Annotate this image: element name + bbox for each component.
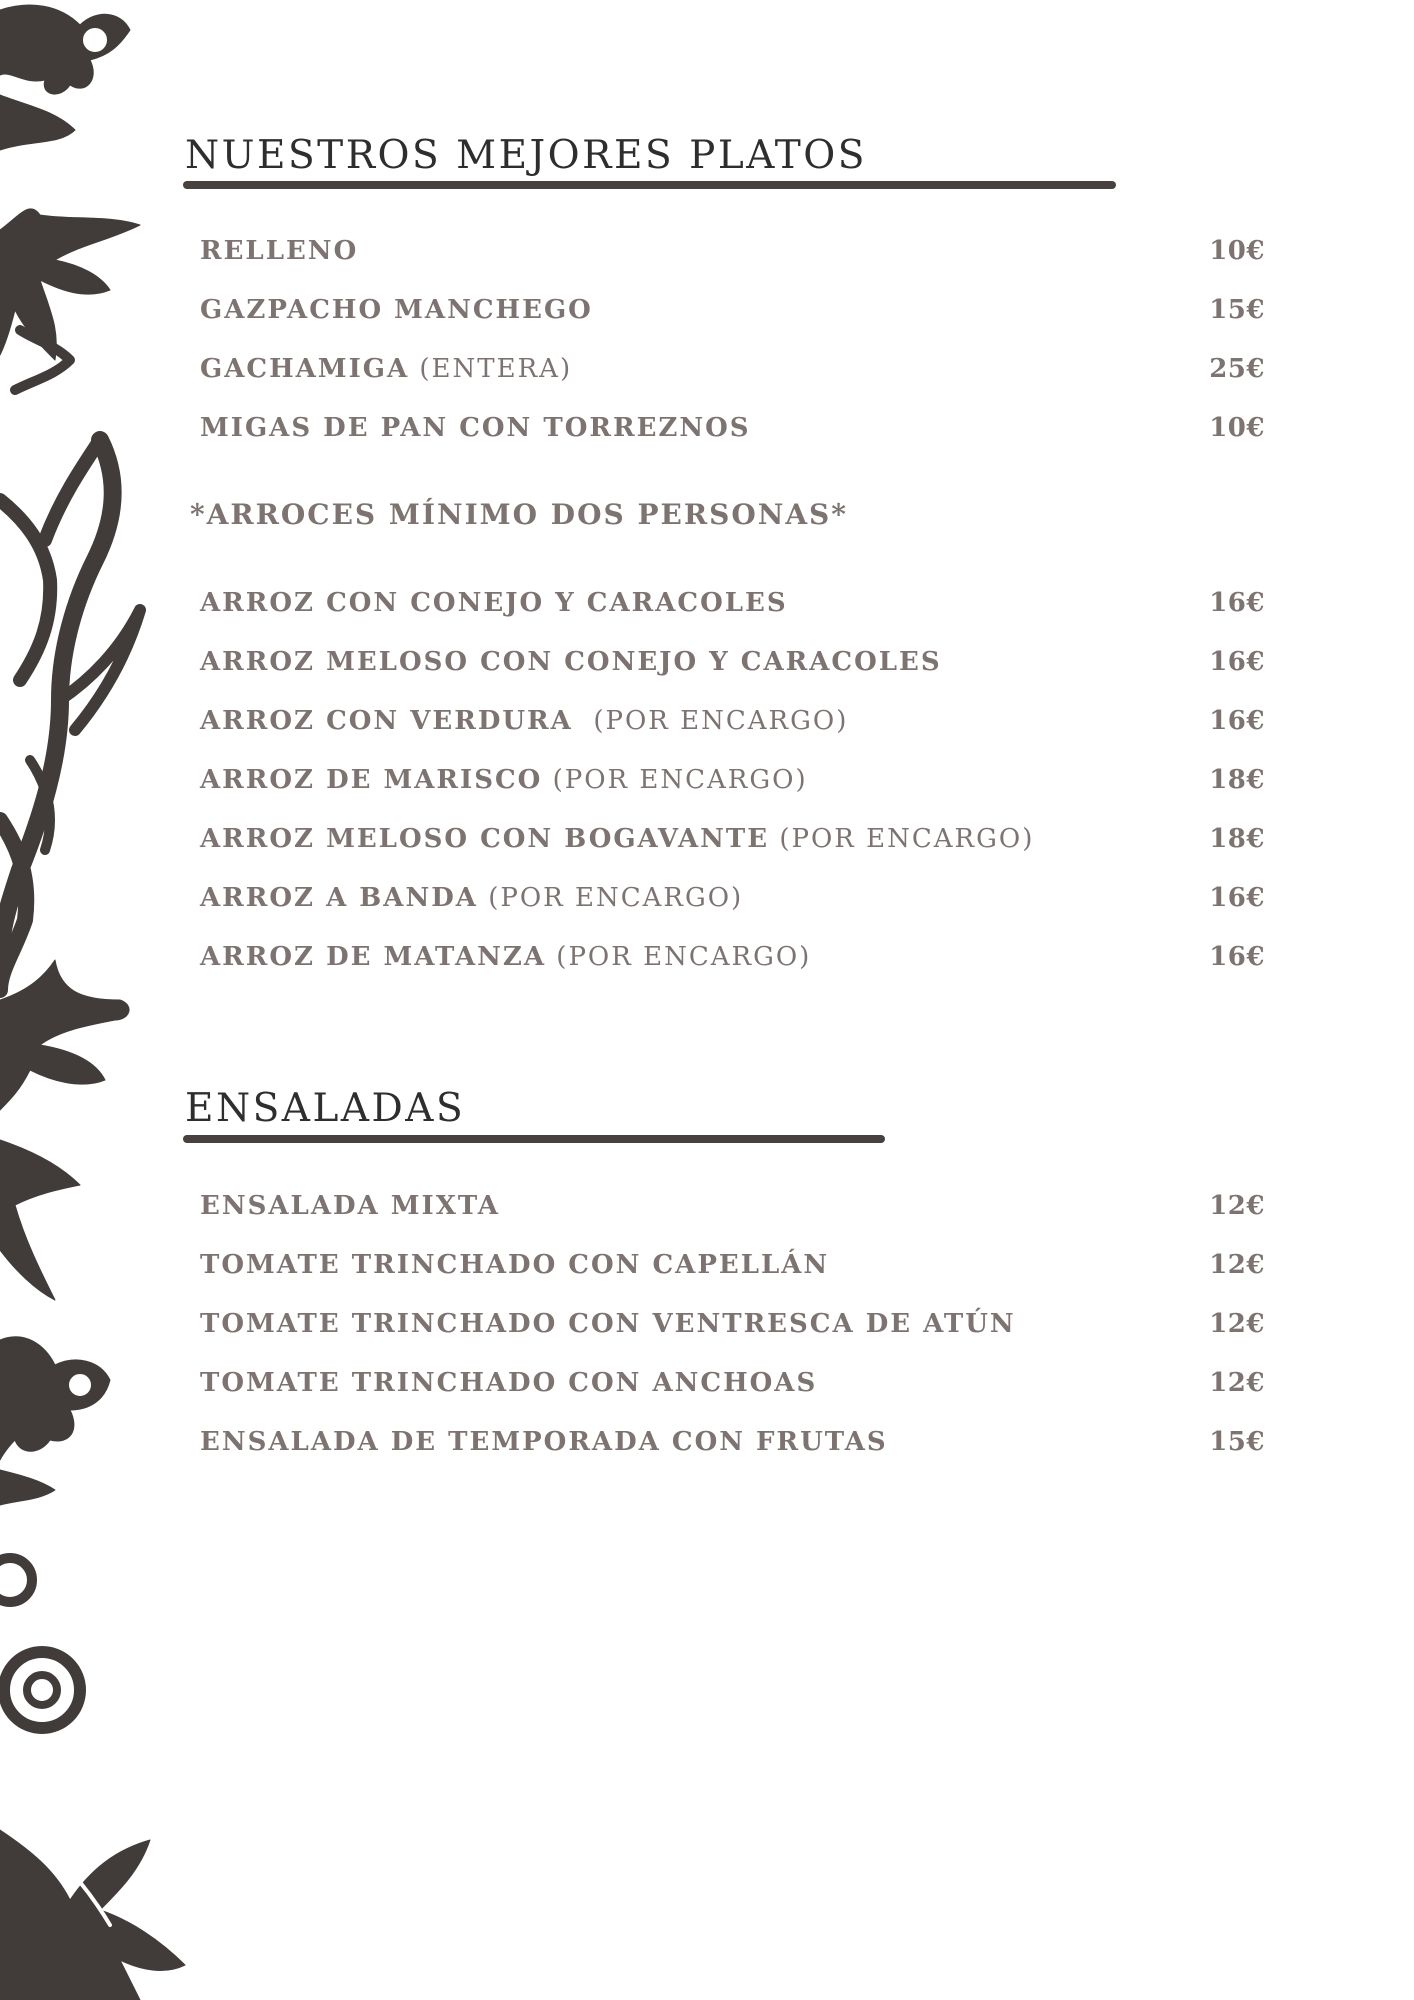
menu-item xyxy=(200,632,1265,691)
menu-item xyxy=(200,398,1265,457)
dish-name: ARROZ A BANDA xyxy=(200,882,478,913)
dish-price: 18€ xyxy=(1209,764,1265,795)
dish-price: 16€ xyxy=(1209,882,1265,913)
dish-name: ARROZ CON VERDURA xyxy=(200,705,573,736)
dish-price: 10€ xyxy=(1209,235,1265,266)
dish-price: 16€ xyxy=(1209,941,1265,972)
menu-item xyxy=(200,1235,1265,1294)
dish-price: 25€ xyxy=(1209,353,1265,384)
menu-item xyxy=(200,691,1265,750)
section-divider-platos xyxy=(183,181,1116,189)
floral-ornament-icon xyxy=(0,0,230,2000)
dish-name: GACHAMIGA xyxy=(200,353,410,384)
arroces-note: *ARROCES MÍNIMO DOS PERSONAS* xyxy=(190,498,848,531)
dish-note: (ENTERA) xyxy=(409,353,573,384)
dish-name: MIGAS DE PAN CON TORREZNOS xyxy=(200,412,751,443)
dish-price: 15€ xyxy=(1209,1426,1265,1457)
dish-note: (POR ENCARGO) xyxy=(769,823,1035,854)
dish-name: GAZPACHO MANCHEGO xyxy=(200,294,593,325)
dish-name: TOMATE TRINCHADO CON VENTRESCA DE ATÚN xyxy=(200,1308,1016,1339)
menu-list-platos xyxy=(200,221,1265,457)
dish-name: ARROZ MELOSO CON BOGAVANTE xyxy=(200,823,770,854)
dish-price: 10€ xyxy=(1209,412,1265,443)
menu-item xyxy=(200,1294,1265,1353)
dish-price: 16€ xyxy=(1209,646,1265,677)
dish-note: (POR ENCARGO) xyxy=(572,705,849,736)
dish-price: 16€ xyxy=(1209,587,1265,618)
menu-list-arroces xyxy=(200,573,1265,986)
dish-note: (POR ENCARGO) xyxy=(546,941,812,972)
dish-name: ENSALADA DE TEMPORADA CON FRUTAS xyxy=(200,1426,888,1457)
menu-item xyxy=(200,339,1265,398)
dish-name: ARROZ MELOSO CON CONEJO Y CARACOLES xyxy=(200,646,942,677)
menu-item xyxy=(200,927,1265,986)
menu-item xyxy=(200,809,1265,868)
section-title-platos: NUESTROS MEJORES PLATOS xyxy=(185,133,867,178)
menu-item xyxy=(200,1353,1265,1412)
dish-name: ARROZ DE MATANZA xyxy=(200,941,547,972)
section-divider-ensaladas xyxy=(183,1135,885,1143)
dish-note: (POR ENCARGO) xyxy=(477,882,744,913)
menu-list-ensaladas xyxy=(200,1176,1265,1471)
dish-note: (POR ENCARGO) xyxy=(542,764,808,795)
dish-price: 12€ xyxy=(1209,1308,1265,1339)
menu-item xyxy=(200,221,1265,280)
dish-price: 12€ xyxy=(1209,1249,1265,1280)
dish-price: 12€ xyxy=(1209,1367,1265,1398)
dish-price: 18€ xyxy=(1209,823,1265,854)
menu-item xyxy=(200,1412,1265,1471)
dish-name: ARROZ CON CONEJO Y CARACOLES xyxy=(200,587,788,618)
dish-price: 15€ xyxy=(1209,294,1265,325)
menu-item xyxy=(200,280,1265,339)
menu-item xyxy=(200,573,1265,632)
menu-item xyxy=(200,868,1265,927)
dish-price: 16€ xyxy=(1209,705,1265,736)
dish-name: ENSALADA MIXTA xyxy=(200,1190,500,1221)
dish-name: TOMATE TRINCHADO CON ANCHOAS xyxy=(200,1367,818,1398)
dish-name: ARROZ DE MARISCO xyxy=(200,764,543,795)
dish-name: TOMATE TRINCHADO CON CAPELLÁN xyxy=(200,1249,830,1280)
dish-name: RELLENO xyxy=(200,235,359,266)
dish-price: 12€ xyxy=(1209,1190,1265,1221)
menu-item xyxy=(200,750,1265,809)
section-title-ensaladas: ENSALADAS xyxy=(185,1086,466,1131)
menu-item xyxy=(200,1176,1265,1235)
